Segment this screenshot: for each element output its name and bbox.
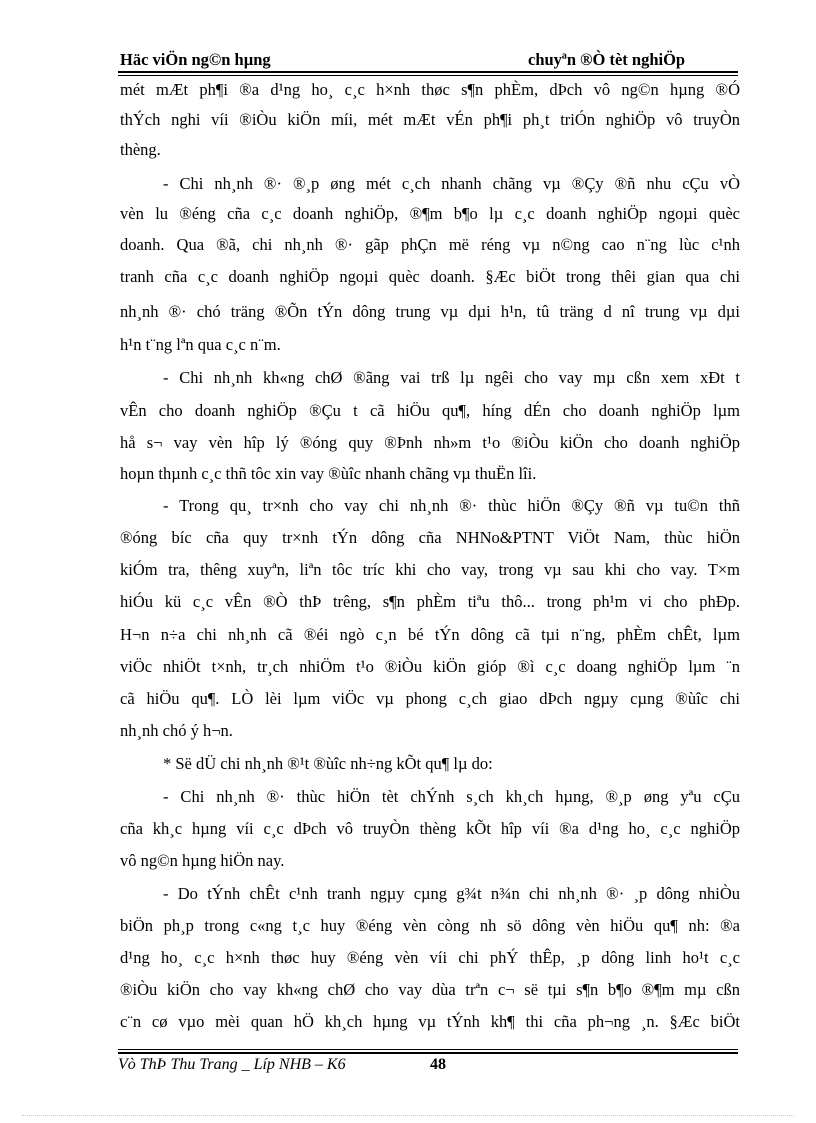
text-line: - Do tÝnh chÊt c¹nh tranh ngµy cµng g¾t n¾n chi nh¸nh ®· ¸p dông nhiÒu [163, 884, 740, 903]
text-line: doanh. Qua ®ã, chi nh¸nh ®· gãp phÇn më réng vµ n©ng cao n¨ng lùc c¹nh [120, 235, 740, 254]
text-line: cã hiÖu qu¶. LÒ lèi lµm viÖc vµ phong c¸ch giao dÞch ngµy cµng ®ùîc chi [120, 689, 740, 708]
footer-rule-thick [118, 1052, 738, 1054]
page-number: 48 [430, 1056, 446, 1073]
text-line: c¨n cø vµo mèi quan hÖ kh¸ch hµng vµ tÝnh kh¶ thi cña ph¬ng ¸n. §Æc biÖt [120, 1012, 740, 1031]
header-rule-thick [118, 71, 738, 73]
text-line: d¹ng ho¸ c¸c h×nh thøc huy ®éng vèn víi chi phÝ thÊp, ¸p dông linh ho¹t c¸c [120, 948, 740, 967]
text-line: kiÓm tra, thêng xuyªn, liªn tôc tríc khi cho vay, trong vµ sau khi cho vay. T×m [120, 560, 740, 579]
text-line: h¹n t¨ng lªn qua c¸c n¨m. [120, 335, 281, 354]
text-line: tranh cña c¸c doanh nghiÖp ngoµi quèc doanh. §Æc biÖt trong thêi gian qua chi [120, 267, 740, 286]
text-line: - Trong qu¸ tr×nh cho vay chi nh¸nh ®· thùc hiÖn ®Çy ®ñ vµ tu©n thñ [163, 496, 740, 515]
text-line: ®iÒu kiÖn cho vay kh«ng chØ cho vay dùa trªn c¬ së tµi s¶n b¶o ®¶m mµ cßn [120, 980, 740, 999]
text-line: vô ng©n hµng hiÖn nay. [120, 851, 285, 870]
header-left-title: Häc viÖn ng©n hµng [120, 50, 271, 69]
text-line: - Chi nh¸nh ®· ®¸p øng mét c¸ch nhanh chãng vµ ®Çy ®ñ nhu cÇu vÒ [163, 174, 740, 193]
text-line: viÖc nhiÖt t×nh, tr¸ch nhiÖm t¹o ®iÒu kiÖn gióp ®ì c¸c doang nghiÖp lµm ¨n [120, 657, 740, 676]
text-line: * Së dÜ chi nh¸nh ®¹t ®ùîc nh÷ng kÕt qu¶ lµ do: [163, 754, 493, 773]
page-edge-dotted-line [22, 1115, 794, 1116]
text-line: thÝch nghi víi ®iÒu kiÖn míi, mét mÆt vÉn ph¶i ph¸t triÓn nghiÖp vô truyÒn [120, 110, 740, 129]
text-line: vèn lu ®éng cña c¸c doanh nghiÖp, ®¶m b¶o lµ c¸c doanh nghiÖp ngoµi quèc [120, 204, 740, 223]
text-line: ®óng bíc cña quy tr×nh tÝn dông cña NHNo&PTNT ViÖt Nam, thùc hiÖn [120, 528, 740, 547]
header-right-title: chuyªn ®Ò tèt nghiÖp [528, 50, 686, 69]
text-line: - Chi nh¸nh ®· thùc hiÖn tèt chÝnh s¸ch kh¸ch hµng, ®¸p øng yªu cÇu [163, 787, 740, 806]
text-line: - Chi nh¸nh kh«ng chØ ®ãng vai trß lµ ngêi cho vay mµ cßn xem xÐt t [163, 368, 740, 387]
text-line: hå s¬ vay vèn hîp lý ®óng quy ®Þnh nh»m t¹o ®iÒu kiÖn cho doanh nghiÖp [120, 433, 740, 452]
text-line: H¬n n÷a chi nh¸nh cã ®éi ngò c¸n bé tÝn dông cã tµi n¨ng, phÈm chÊt, lµm [120, 625, 740, 644]
text-line: vÊn cho doanh nghiÖp ®Çu t cã hiÖu qu¶, híng dÉn cho doanh nghiÖp lµm [120, 401, 740, 420]
text-line: cña kh¸c hµng víi c¸c dÞch vô truyÒn thèng kÕt hîp víi ®a d¹ng ho¸ c¸c nghiÖp [120, 819, 740, 838]
text-line: hoµn thµnh c¸c thñ tôc xin vay ®ùîc nhanh chãng vµ thuËn lîi. [120, 464, 537, 483]
text-line: thèng. [120, 140, 161, 159]
text-line: nh¸nh chó ý h¬n. [120, 721, 233, 740]
text-line: mét mÆt ph¶i ®a d¹ng ho¸ c¸c h×nh thøc s¶n phÈm, dÞch vô ng©n hµng ®Ó [120, 80, 740, 99]
footer-author: Vò ThÞ Thu Trang _ Líp NHB – K6 [118, 1056, 346, 1073]
text-line: nh¸nh ®· chó träng ®Õn tÝn dông trung vµ dµi h¹n, tû träng d nî trung vµ dµi [120, 302, 740, 321]
text-line: biÖn ph¸p trong c«ng t¸c huy ®éng vèn còng nh sö dông vèn hiÖu qu¶ nh: ®a [120, 916, 740, 935]
footer-rule-thin [118, 1049, 738, 1050]
text-line: hiÓu kü c¸c vÊn ®Ò thÞ trêng, s¶n phÈm tiªu thô... trong ph¹m vi cho phÐp. [120, 592, 740, 611]
